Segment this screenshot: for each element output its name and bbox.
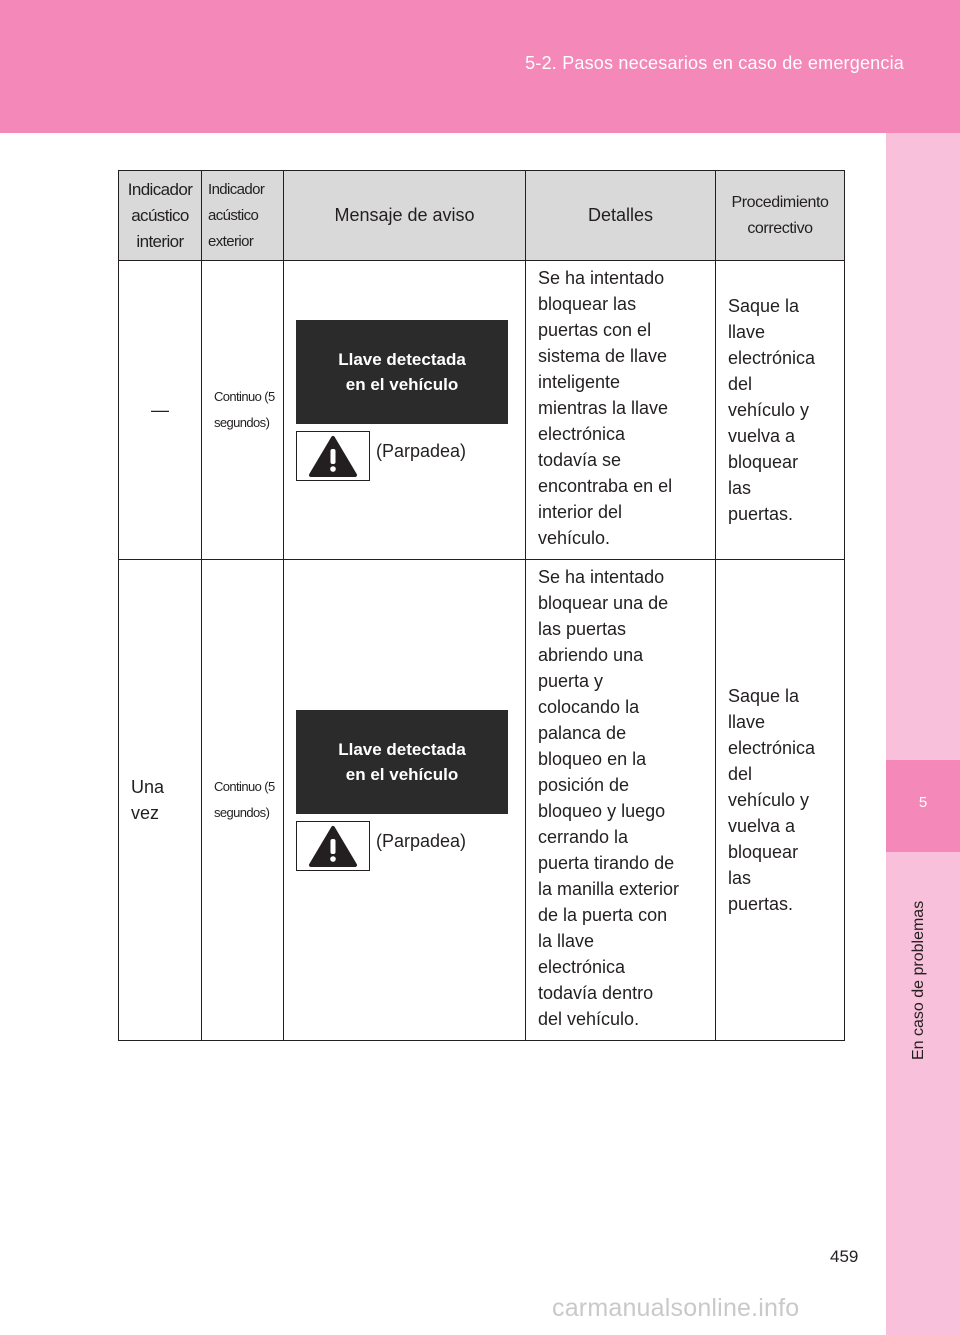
details-cell: Se ha intentado bloquear una de las puertas abriendo una puerta y colocando la palanca de bloqueo en la posición de bloqueo y luego cerrando la puerta tirando de la manilla exterior de la puerta con la llave electrónica todavía dentro del vehículo. — [526, 560, 716, 1041]
header-corrective-procedure: Procedimiento correctivo — [716, 171, 845, 261]
exterior-buzzer-cell: Continuo (5 segundos) — [202, 560, 284, 1041]
header-details: Detalles — [526, 171, 716, 261]
warning-triangle-icon — [296, 821, 370, 871]
interior-buzzer-cell: — — [119, 261, 202, 560]
blink-label: (Parpadea) — [376, 831, 467, 851]
chapter-side-tab — [886, 133, 960, 1335]
header-interior-buzzer: Indicador acústico interior — [119, 171, 202, 261]
warning-triangle-icon — [296, 431, 370, 481]
chapter-label: En caso de problemas — [910, 900, 927, 1060]
blink-label: (Parpadea) — [376, 441, 467, 461]
header-warning-message: Mensaje de aviso — [284, 171, 526, 261]
watermark-text: carmanualsonline.info — [552, 1294, 800, 1322]
display-message: Llave detectada en el vehículo — [296, 710, 508, 814]
exterior-buzzer-cell: Continuo (5 segundos) — [202, 261, 284, 560]
details-cell: Se ha intentado bloquear las puertas con el sistema de llave inteligente mientras la llave electrónica todavía se encontraba en el interior del vehículo. — [526, 261, 716, 560]
section-title: 5-2. Pasos necesarios en caso de emergencia — [525, 53, 904, 73]
procedure-cell: Saque la llave electrónica del vehículo y vuelva a bloquear las puertas. — [716, 560, 845, 1041]
chapter-number: 5 — [918, 794, 928, 811]
display-message: Llave detectada en el vehículo — [296, 320, 508, 424]
page-number: 459 — [830, 1247, 859, 1266]
table-row — [119, 261, 845, 560]
procedure-cell: Saque la llave electrónica del vehículo y vuelva a bloquear las puertas. — [716, 261, 845, 560]
chapter-number-tab[interactable] — [886, 760, 960, 852]
header-exterior-buzzer: Indicador acústico exterior — [202, 171, 284, 261]
warning-table — [118, 170, 845, 1041]
table-row — [119, 560, 845, 1041]
interior-buzzer-cell: Una vez — [119, 560, 202, 1041]
warning-message-cell — [284, 560, 526, 1041]
warning-message-cell — [284, 261, 526, 560]
table-header-row — [119, 171, 845, 261]
